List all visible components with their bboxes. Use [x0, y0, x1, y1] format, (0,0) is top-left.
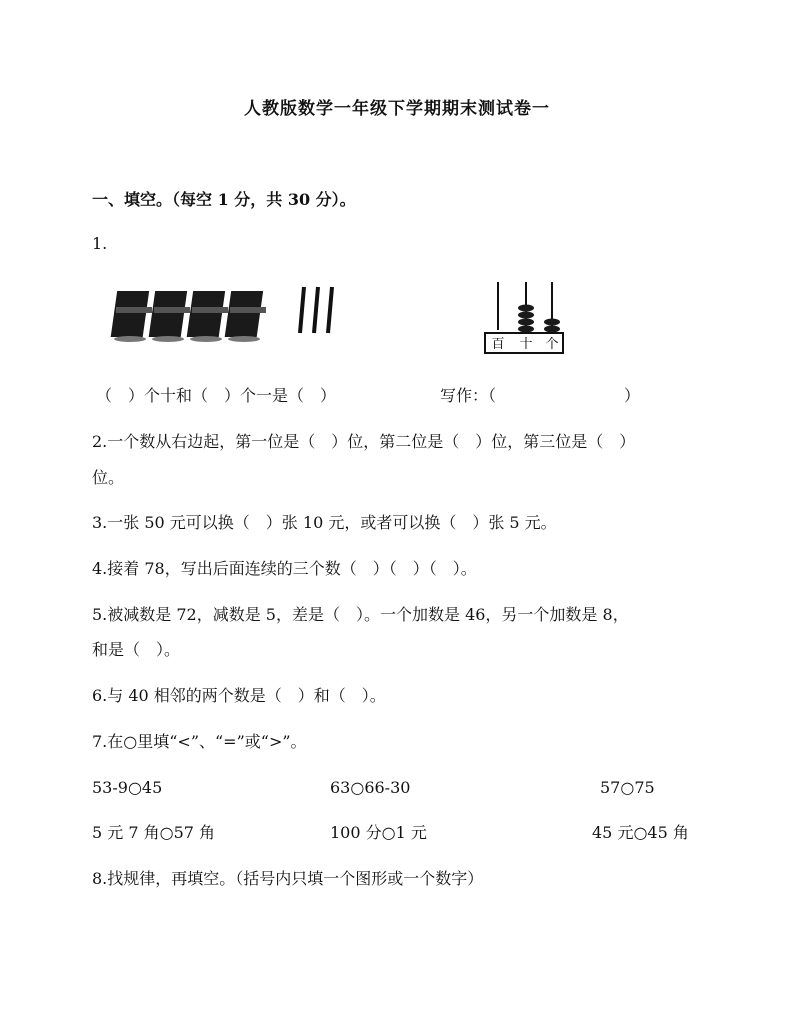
q2-line-1: 2.一个数从右边起，第一位是（ ）位，第二位是（ ）位，第三位是（ ） [92, 432, 636, 451]
bundle-of-ten-icon [187, 291, 228, 342]
q5-line-2: 和是（ ）。 [92, 640, 181, 659]
q4-line: 4.接着 78，写出后面连续的三个数（ ）（ ）（ ）。 [92, 559, 477, 578]
page-title: 人教版数学一年级下学期期末测试卷一 [244, 99, 550, 119]
q1-blank-line: （ ）个十和（ ）个一是（ ） [96, 386, 337, 405]
q1-write-line: 写作：（ ） [440, 386, 641, 405]
q7-compare-item: 53-9○45 [92, 778, 163, 797]
q7-compare-item: 5 元 7 角○57 角 [92, 823, 216, 842]
stick-bundles-image [112, 285, 352, 345]
q7-compare-item: 63○66-30 [330, 778, 411, 797]
abacus-image [482, 280, 568, 360]
single-sticks-icon [300, 287, 332, 333]
q7-compare-item: 57○75 [600, 778, 655, 797]
q8-line: 8.找规律，再填空。（括号内只填一个图形或一个数字） [92, 869, 484, 888]
ones-beads-icon [544, 319, 560, 333]
bundle-of-ten-icon [111, 291, 152, 342]
bundle-of-ten-icon [149, 291, 190, 342]
bundle-of-ten-icon [225, 291, 266, 342]
abacus-label-hundreds: 百 [491, 337, 505, 352]
tens-beads-icon [518, 305, 534, 333]
q2-line-2: 位。 [92, 468, 125, 487]
q7-instruction: 7.在○里填“<”、“=”或“>”。 [92, 732, 307, 751]
q7-compare-item: 100 分○1 元 [330, 823, 427, 842]
q5-line-1: 5.被减数是 72，减数是 5，差是（ ）。一个加数是 46，另一个加数是 8， [92, 605, 629, 624]
q6-line: 6.与 40 相邻的两个数是（ ）和（ ）。 [92, 686, 386, 705]
section-heading: 一、填空。（每空 1 分，共 30 分）。 [92, 190, 356, 209]
q7-compare-item: 45 元○45 角 [592, 823, 689, 842]
abacus-label-tens: 十 [519, 337, 533, 352]
q1-number: 1. [92, 234, 108, 253]
q3-line: 3.一张 50 元可以换（ ）张 10 元，或者可以换（ ）张 5 元。 [92, 513, 557, 532]
abacus-label-ones: 个 [545, 337, 559, 352]
